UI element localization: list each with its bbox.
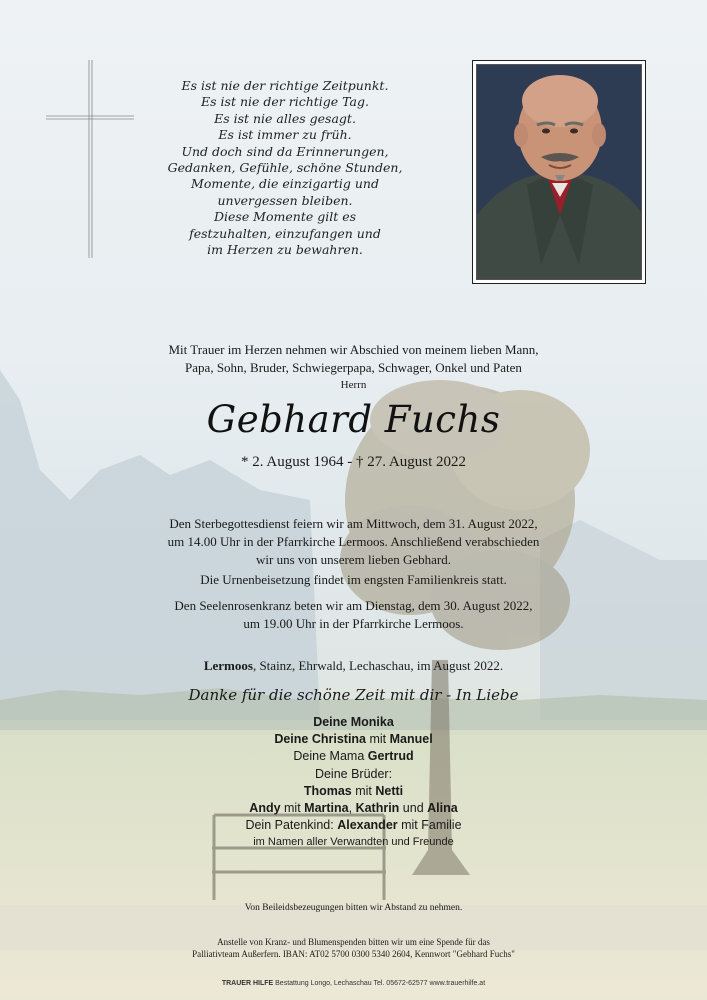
- place-rest: , Stainz, Ehrwald, Lechaschau, im August 2022.: [252, 658, 504, 673]
- poem-line: im Herzen zu bewahren.: [207, 242, 363, 258]
- poem-line: Es ist nie der richtige Tag.: [201, 94, 369, 110]
- relation: mit Familie: [397, 818, 462, 833]
- connector: mit: [366, 732, 390, 747]
- donation-line: Anstelle von Kranz- und Blumenspenden bitten wir um eine Spende für das: [217, 937, 490, 947]
- relation: Dein Patenkind:: [245, 818, 338, 833]
- poem-line: Diese Momente gilt es: [213, 209, 357, 225]
- portrait-frame: [472, 60, 646, 284]
- mourner-name: Kathrin: [355, 801, 400, 816]
- donation-note: [40, 936, 667, 960]
- rosary-text: [40, 597, 667, 633]
- mourner-name: Manuel: [389, 732, 433, 747]
- mourner-name: Alina: [427, 801, 458, 816]
- mourner-name: Martina: [304, 801, 349, 816]
- thanks-line: Danke für die schöne Zeit mit dir - In Liebe: [188, 686, 519, 704]
- service-line: Den Sterbegottesdienst feiern wir am Mittwoch, dem 31. August 2022,: [169, 516, 538, 531]
- intro-text: [40, 341, 667, 377]
- undertaker-brand: TRAUER HILFE: [221, 980, 274, 987]
- mourner-name: Gertrud: [367, 749, 414, 764]
- service-line: um 14.00 Uhr in der Pfarrkirche Lermoos. Anschließend verabschieden: [167, 534, 540, 549]
- funeral-service-text: [40, 515, 667, 569]
- undertaker-footer: [40, 980, 667, 987]
- donation-line: Palliativteam Außerfern. IBAN: AT02 5700 0300 5340 2604, Kennwort "Gebhard Fuchs": [192, 949, 515, 959]
- relatives-note: im Namen aller Verwandten und Freunde: [253, 836, 454, 849]
- connector: und: [399, 801, 428, 816]
- intro-line: Papa, Sohn, Bruder, Schwiegerpapa, Schwager, Onkel und Paten: [185, 360, 522, 375]
- poem-line: Es ist nie alles gesagt.: [214, 110, 356, 126]
- mourner-name: Thomas: [303, 783, 352, 798]
- poem-line: unvergessen bleiben.: [217, 192, 353, 208]
- rosary-line: Den Seelenrosenkranz beten wir am Dienstag, dem 30. August 2022,: [174, 598, 533, 613]
- portrait-photo: [476, 64, 642, 280]
- mourner-line: [40, 766, 667, 783]
- place-main: Lermoos: [203, 658, 253, 673]
- mourner-line: [40, 834, 667, 851]
- poem-line: Es ist nie der richtige Zeitpunkt.: [181, 78, 389, 93]
- undertaker-contact: Bestattung Longo, Lechaschau Tel. 05672-62577 www.trauerhilfe.at: [273, 980, 486, 987]
- mourner-name: Netti: [375, 783, 404, 798]
- condolence-note: Von Beileidsbezeugungen bitten wir Abstand zu nehmen.: [244, 903, 463, 913]
- relation: Deine Mama: [293, 749, 368, 764]
- place-date-line: [40, 657, 667, 675]
- rosary-line: um 19.00 Uhr in der Pfarrkirche Lermoos.: [243, 616, 464, 631]
- mourner-line: [40, 714, 667, 731]
- mourner-name: Andy: [249, 801, 281, 816]
- poem: [150, 78, 420, 258]
- mourner-name: Deine Monika: [313, 715, 394, 729]
- mourner-line: [40, 731, 667, 748]
- life-dates: * 2. August 1964 - † 27. August 2022: [240, 454, 466, 470]
- connector: ,: [348, 801, 356, 816]
- deceased-name: Gebhard Fuchs: [206, 398, 501, 441]
- intro-line: Mit Trauer im Herzen nehmen wir Abschied von meinem lieben Mann,: [168, 342, 539, 357]
- connector: mit: [280, 801, 305, 816]
- poem-line: Gedanken, Gefühle, schöne Stunden,: [167, 160, 403, 176]
- mourner-line: [40, 800, 667, 817]
- connector: mit: [351, 783, 376, 798]
- poem-line: Und doch sind da Erinnerungen,: [181, 143, 389, 159]
- mourner-line: [40, 817, 667, 834]
- mourner-line: [40, 783, 667, 800]
- relation: Deine Brüder:: [314, 766, 393, 781]
- mourner-line: [40, 748, 667, 765]
- poem-line: festzuhalten, einzufangen und: [189, 225, 381, 241]
- urn-burial-text: Die Urnenbeisetzung findet im engsten Familienkreis statt.: [200, 572, 507, 587]
- mourners-list: [40, 714, 667, 852]
- service-line: wir uns von unserem lieben Gebhard.: [256, 552, 451, 567]
- title-herrn: Herrn: [340, 379, 367, 391]
- mourner-name: Alexander: [337, 818, 398, 833]
- poem-line: Momente, die einzigartig und: [191, 176, 379, 192]
- cross-icon: [46, 60, 136, 260]
- mourner-name: Deine Christina: [274, 732, 366, 747]
- poem-line: Es ist immer zu früh.: [218, 127, 352, 143]
